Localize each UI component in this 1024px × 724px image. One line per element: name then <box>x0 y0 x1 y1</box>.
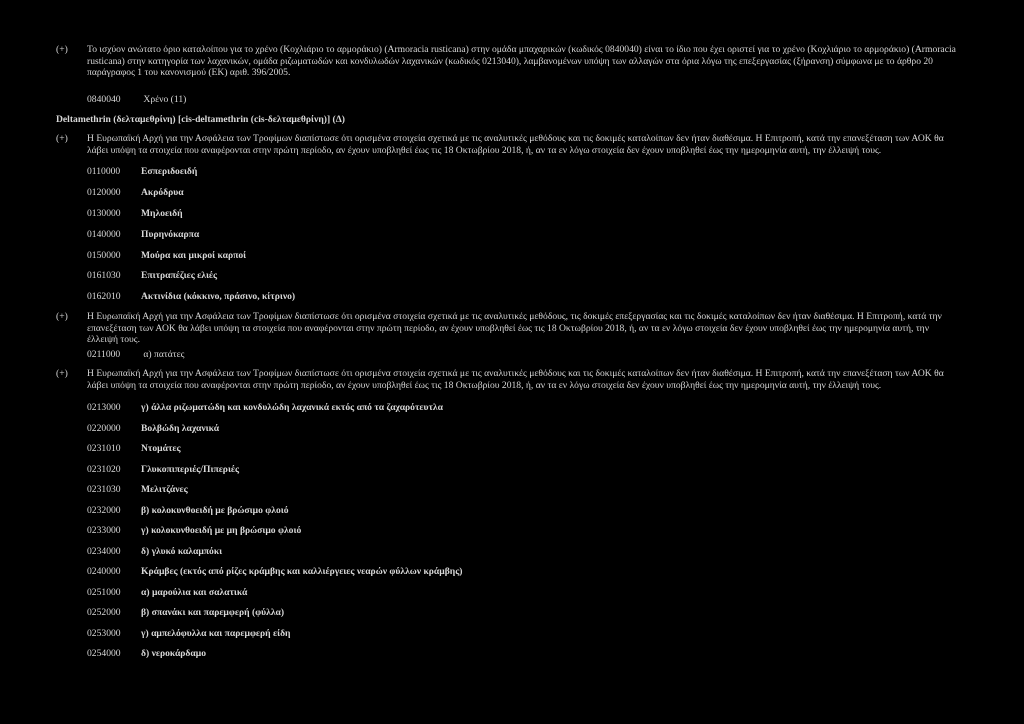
product-code: 0233000 <box>87 525 121 536</box>
product-label: Μελιτζάνες <box>141 484 188 495</box>
list-item <box>87 525 301 537</box>
product-code: 0110000 <box>87 166 121 177</box>
footnote-text: Η Ευρωπαϊκή Αρχή για την Ασφάλεια των Τροφίμων διαπίστωσε ότι ορισμένα στοιχεία σχετικά με τις αναλυτικές μεθόδους και τις δοκιμές καταλοίπων δεν ήταν διαθέσιμα. Η Επιτροπή, κατά την επανεξέταση των ΑΟΚ θα λάβει υπόψη τα στοιχεία που αναφέρονται στην πρώτη περίοδο, αν έχουν υποβληθεί έως τις 18 Οκτωβρίου 2018, ή, αν τα εν λόγω στοιχεία δεν έχουν υποβληθεί έως την ημερομηνία αυτή, την έλλειψή τους. <box>87 368 944 391</box>
footnote-text: Η Ευρωπαϊκή Αρχή για την Ασφάλεια των Τροφίμων διαπίστωσε ότι ορισμένα στοιχεία σχετικά με τις αναλυτικές μεθόδους και τις δοκιμές καταλοίπων δεν ήταν διαθέσιμα. Η Επιτροπή, κατά την επανεξέταση των ΑΟΚ θα λάβει υπόψη τα στοιχεία που αναφέρονται στην πρώτη περίοδο, αν έχουν υποβληθεί έως τις 18 Οκτωβρίου 2018, ή, αν τα εν λόγω στοιχεία δεν έχουν υποβληθεί έως την ημερομηνία αυτή, την έλλειψή τους. <box>87 133 944 156</box>
list-item <box>87 423 219 435</box>
list-item <box>87 402 443 414</box>
footnote-horseradish <box>56 44 956 79</box>
product-code: 0220000 <box>87 423 121 434</box>
product-code: 0252000 <box>87 607 121 618</box>
product-code: 0150000 <box>87 250 121 261</box>
product-label: Γλυκοπιπεριές/Πιπεριές <box>141 464 240 475</box>
product-code: 0231010 <box>87 443 121 454</box>
product-code: 0251000 <box>87 587 121 598</box>
footnote-deltamethrin-2 <box>56 311 956 346</box>
product-label: α) πατάτες <box>143 349 185 360</box>
product-code: 0130000 <box>87 208 121 219</box>
list-item <box>87 187 184 199</box>
list-item <box>87 349 184 361</box>
product-label: Ακτινίδια (κόκκινο, πράσινο, κίτρινο) <box>141 291 296 302</box>
footnote-deltamethrin-1 <box>56 133 956 156</box>
product-label: Επιτραπέζιες ελιές <box>141 270 218 281</box>
list-item <box>87 607 284 619</box>
footnote-marker: (+) <box>56 368 68 379</box>
product-label: Χρένο (11) <box>143 94 187 105</box>
product-label: γ) άλλα ριζωματώδη και κονδυλώδη λαχανικά εκτός από τα ζαχαρότευτλα <box>141 402 443 413</box>
list-item <box>87 546 222 558</box>
footnote-marker: (+) <box>56 44 68 55</box>
product-label: Ακρόδρυα <box>141 187 184 198</box>
product-label: Βολβώδη λαχανικά <box>141 423 220 434</box>
list-item <box>87 229 199 241</box>
list-item <box>87 250 246 262</box>
list-item <box>87 628 291 640</box>
list-item <box>87 166 197 178</box>
product-code: 0240000 <box>87 566 121 577</box>
list-item <box>87 291 295 303</box>
product-code: 0211000 <box>87 349 121 360</box>
product-label: Εσπεριδοειδή <box>141 166 198 177</box>
footnote-marker: (+) <box>56 311 68 322</box>
list-item <box>87 648 206 660</box>
product-code: 0232000 <box>87 505 121 516</box>
product-label: γ) κολοκυνθοειδή με μη βρώσιμο φλοιό <box>141 525 302 536</box>
list-item <box>87 566 462 578</box>
product-label: α) μαρούλια και σαλατικά <box>141 587 248 598</box>
product-label: Πυρηνόκαρπα <box>141 229 200 240</box>
product-label: β) σπανάκι και παρεμφερή (φύλλα) <box>141 607 285 618</box>
product-code: 0161030 <box>87 270 121 281</box>
list-item <box>87 464 239 476</box>
list-item <box>87 484 188 496</box>
footnote-text: Το ισχύον ανώτατο όριο καταλοίπου για το χρένο (Κοχλιάριο το αρμοράκιο) (Armoracia rusticana) στην ομάδα μπαχαρικών (κωδικός 0840040) είναι το ίδιο που έχει οριστεί για το χρένο (Κοχλιάριο το αρμοράκιο) (Armoracia rusticana) στην κατηγορία των λαχανικών, ομάδα ριζωματωδών και κονδυλωδών λαχανικών (κωδικός 0213040), λαμβανομένων υπόψη των αλλαγών στα όρια λόγω της επεξεργασίας (ξήρανση) σύμφωνα με το άρθρο 20 παράγραφος 1 του κανονισμού (ΕΚ) αριθ. 396/2005. <box>87 44 956 79</box>
product-label: γ) αμπελόφυλλα και παρεμφερή είδη <box>141 628 291 639</box>
product-code: 0231030 <box>87 484 121 495</box>
product-code: 0213000 <box>87 402 121 413</box>
product-label: β) κολοκυνθοειδή με βρώσιμο φλοιό <box>141 505 289 516</box>
product-code: 0120000 <box>87 187 121 198</box>
product-code: 0162010 <box>87 291 121 302</box>
product-label: Μούρα και μικροί καρποί <box>141 250 247 261</box>
list-item <box>87 505 289 517</box>
list-item <box>87 94 186 106</box>
footnote-deltamethrin-3 <box>56 368 956 391</box>
product-code: 0231020 <box>87 464 121 475</box>
list-item <box>87 270 217 282</box>
product-code: 0234000 <box>87 546 121 557</box>
product-code: 0253000 <box>87 628 121 639</box>
product-label: Ντομάτες <box>141 443 181 454</box>
list-item <box>87 587 247 599</box>
footnote-marker: (+) <box>56 133 68 144</box>
product-code: 0254000 <box>87 648 121 659</box>
product-label: Κράμβες (εκτός από ρίζες κράμβης και καλλιέργειες νεαρών φύλλων κράμβης) <box>141 566 463 577</box>
product-label: δ) γλυκό καλαμπόκι <box>141 546 223 557</box>
product-code: 0840040 <box>87 94 121 105</box>
substance-heading: Deltamethrin (δελταμεθρίνη) [cis-deltamethrin (cis-δελταμεθρίνη)] (Δ) <box>56 114 345 125</box>
product-code: 0140000 <box>87 229 121 240</box>
product-label: δ) νεροκάρδαμο <box>141 648 206 659</box>
product-label: Μηλοειδή <box>141 208 183 219</box>
list-item <box>87 443 181 455</box>
list-item <box>87 208 183 220</box>
footnote-text: Η Ευρωπαϊκή Αρχή για την Ασφάλεια των Τροφίμων διαπίστωσε ότι ορισμένα στοιχεία σχετικά με τις αναλυτικές μεθόδους, τις δοκιμές επεξεργασίας και τις δοκιμές καταλοίπων δεν ήταν διαθέσιμα. Η Επιτροπή, κατά την επανεξέταση των ΑΟΚ θα λάβει υπόψη τα στοιχεία που αναφέρονται στην πρώτη περίοδο, αν έχουν υποβληθεί έως τις 18 Οκτωβρίου 2018, ή, αν τα εν λόγω στοιχεία δεν έχουν υποβληθεί έως την ημερομηνία αυτή, την έλλειψή τους. <box>87 311 942 346</box>
